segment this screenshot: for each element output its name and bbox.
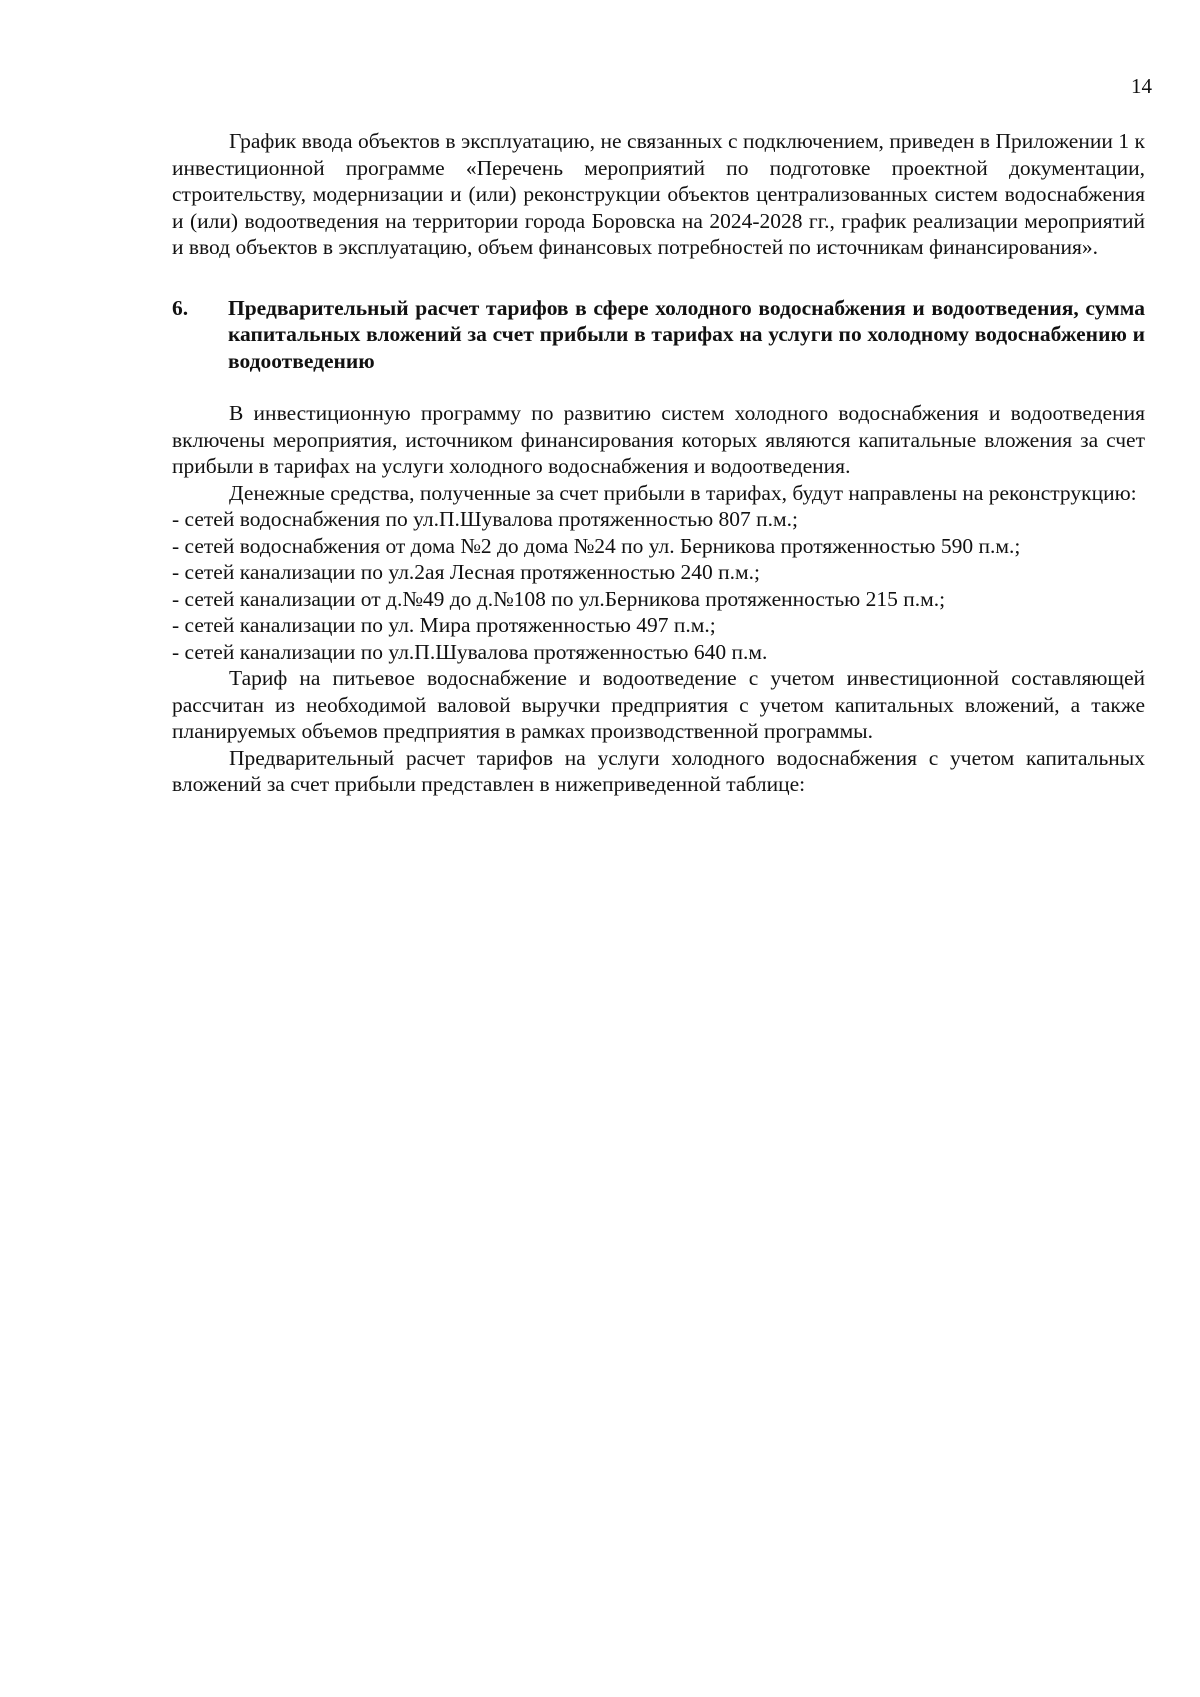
reconstruction-list: [172, 506, 1145, 665]
list-item: - сетей канализации по ул.2ая Лесная протяженностью 240 п.м.;: [172, 560, 761, 584]
list-item: - сетей канализации по ул.П.Шувалова протяженностью 640 п.м.: [172, 639, 768, 664]
table-reference-paragraph: Предварительный расчет тарифов на услуги холодного водоснабжения с учетом капитальных вложений за счет прибыли представлен в нижеприведенной таблице:: [172, 745, 1145, 796]
page-number: 14: [1131, 74, 1152, 98]
list-item: - сетей канализации по ул. Мира протяженностью 497 п.м.;: [172, 613, 716, 637]
section-heading: [172, 295, 1145, 375]
section-title: Предварительный расчет тарифов в сфере холодного водоснабжения и водоотведения, сумма капитальных вложений за счет прибыли в тарифах на услуги по холодному водоснабжению и водоотведению: [228, 295, 1145, 373]
funds-paragraph: Денежные средства, полученные за счет прибыли в тарифах, будут направлены на реконструкцию:: [229, 480, 1137, 505]
schedule-paragraph: График ввода объектов в эксплуатацию, не связанных с подключением, приведен в Приложении 1 к инвестиционной программе «Перечень мероприятий по подготовке проектной документации, строительству, модернизации и (или) реконструкции объектов централизованных систем водоснабжения и (или) водоотведения на территории города Боровска на 2024-2028 гг., график реализации мероприятий и ввод объектов в эксплуатацию, объем финансовых потребностей по источникам финансирования».: [172, 129, 1145, 259]
intro-paragraph: В инвестиционную программу по развитию систем холодного водоснабжения и водоотведения включены мероприятия, источником финансирования которых являются капитальные вложения за счет прибыли в тарифах на услуги холодного водоснабжения и водоотведения.: [172, 401, 1145, 478]
list-item: - сетей канализации от д.№49 до д.№108 по ул.Берникова протяженностью 215 п.м.;: [172, 586, 946, 611]
tariff-paragraph: Тариф на питьевое водоснабжение и водоотведение с учетом инвестиционной составляющей рассчитан из необходимой валовой выручки предприятия с учетом капитальных вложений, а также планируемых объемов предприятия в рамках производственной программы.: [172, 666, 1145, 743]
section-number: 6.: [172, 295, 189, 320]
list-item: - сетей водоснабжения от дома №2 до дома №24 по ул. Берникова протяженностью 590 п.м.;: [172, 533, 1021, 558]
page-content: [172, 128, 1145, 798]
list-item: - сетей водоснабжения по ул.П.Шувалова протяженностью 807 п.м.;: [172, 507, 798, 531]
